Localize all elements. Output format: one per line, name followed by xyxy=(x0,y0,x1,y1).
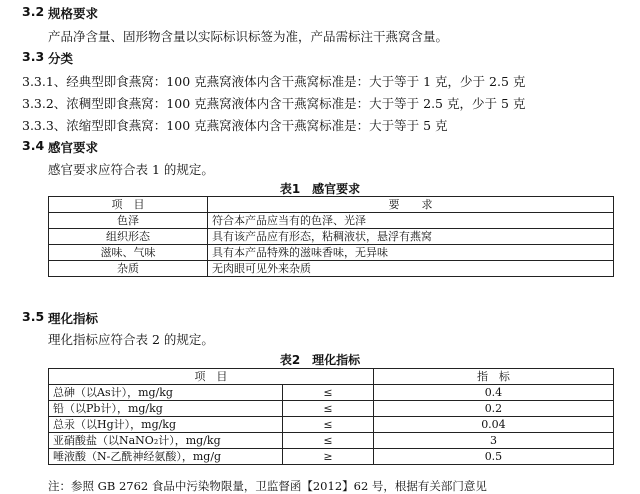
section-3-5-text: 理化指标应符合表 2 的规定。 xyxy=(48,332,214,347)
section-number: 3.3 xyxy=(22,49,45,64)
table2-caption: 表2 理化指标 xyxy=(279,353,361,367)
section-title: 分类 xyxy=(48,51,74,66)
table-row xyxy=(49,245,614,261)
table-cell: 0.2 xyxy=(373,401,613,417)
table-header-cell: 指 标 xyxy=(373,369,613,385)
section-3-2-text: 产品净含量、固形物含量以实际标识标签为准，产品需标注干燕窝含量。 xyxy=(48,29,449,44)
classification-text: 3.3.3、浓缩型即食燕窝：100 克燕窝液体内含干燕窝标准是：大于等于 5 克 xyxy=(22,118,448,133)
classification-text: 3.3.1、经典型即食燕窝：100 克燕窝液体内含干燕窝标准是：大于等于 1 克，少于 2.5 克 xyxy=(22,74,526,89)
table-row xyxy=(49,417,614,433)
table-cell: ≤ xyxy=(282,433,373,449)
section-title: 理化指标 xyxy=(48,311,99,326)
classification-text: 3.3.2、浓稠型即食燕窝：100 克燕窝液体内含干燕窝标准是：大于等于 2.5 克，少于 5 克 xyxy=(22,96,526,111)
table-row xyxy=(49,433,614,449)
table-header-cell: 项 目 xyxy=(49,369,374,385)
table-header-cell: 项 目 xyxy=(49,197,208,213)
table-row xyxy=(49,401,614,417)
table-cell: 亚硝酸盐（以NaNO₂计），mg/kg xyxy=(49,433,283,449)
table-cell: 3 xyxy=(373,433,613,449)
table-cell: 唾液酸（N-乙酰神经氨酸），mg/g xyxy=(49,449,283,465)
section-number: 3.5 xyxy=(22,309,45,324)
table-cell: 符合本产品应当有的色泽、光泽 xyxy=(208,213,614,229)
section-title: 感官要求 xyxy=(48,140,99,155)
table-cell: ≥ xyxy=(282,449,373,465)
table2-physicochemical xyxy=(48,368,614,465)
table-header-row xyxy=(49,369,614,385)
table-cell: ≤ xyxy=(282,417,373,433)
table-row xyxy=(49,213,614,229)
table-cell: 无肉眼可见外来杂质 xyxy=(208,261,614,277)
table-cell: 总汞（以Hg计），mg/kg xyxy=(49,417,283,433)
table-cell: 具有本产品特殊的滋味香味，无异味 xyxy=(208,245,614,261)
table-cell: 铅（以Pb计），mg/kg xyxy=(49,401,283,417)
table1-sensory xyxy=(48,196,614,277)
table-cell: 具有该产品应有形态，粘稠液状，悬浮有燕窝 xyxy=(208,229,614,245)
table-cell: 总砷（以As计），mg/kg xyxy=(49,385,283,401)
table-row xyxy=(49,261,614,277)
table-row xyxy=(49,449,614,465)
table2-footnote: 注：参照 GB 2762 食品中污染物限量，卫监督函【2012】62 号，根据有关部门意见 xyxy=(48,479,487,493)
table-cell: 组织形态 xyxy=(49,229,208,245)
table-cell: ≤ xyxy=(282,401,373,417)
table-cell: 0.5 xyxy=(373,449,613,465)
section-3-4-text: 感官要求应符合表 1 的规定。 xyxy=(48,162,214,177)
section-number: 3.4 xyxy=(22,138,45,153)
table-cell: 0.4 xyxy=(373,385,613,401)
table-header-cell: 要 求 xyxy=(208,197,614,213)
table-row xyxy=(49,385,614,401)
table-cell: 杂质 xyxy=(49,261,208,277)
table-cell: 色泽 xyxy=(49,213,208,229)
table1-caption: 表1 感官要求 xyxy=(279,182,361,196)
section-title: 规格要求 xyxy=(48,6,99,21)
table-cell: 0.04 xyxy=(373,417,613,433)
table-cell: ≤ xyxy=(282,385,373,401)
table-header-row xyxy=(49,197,614,213)
section-number: 3.2 xyxy=(22,4,45,19)
table-row xyxy=(49,229,614,245)
table-cell: 滋味、气味 xyxy=(49,245,208,261)
